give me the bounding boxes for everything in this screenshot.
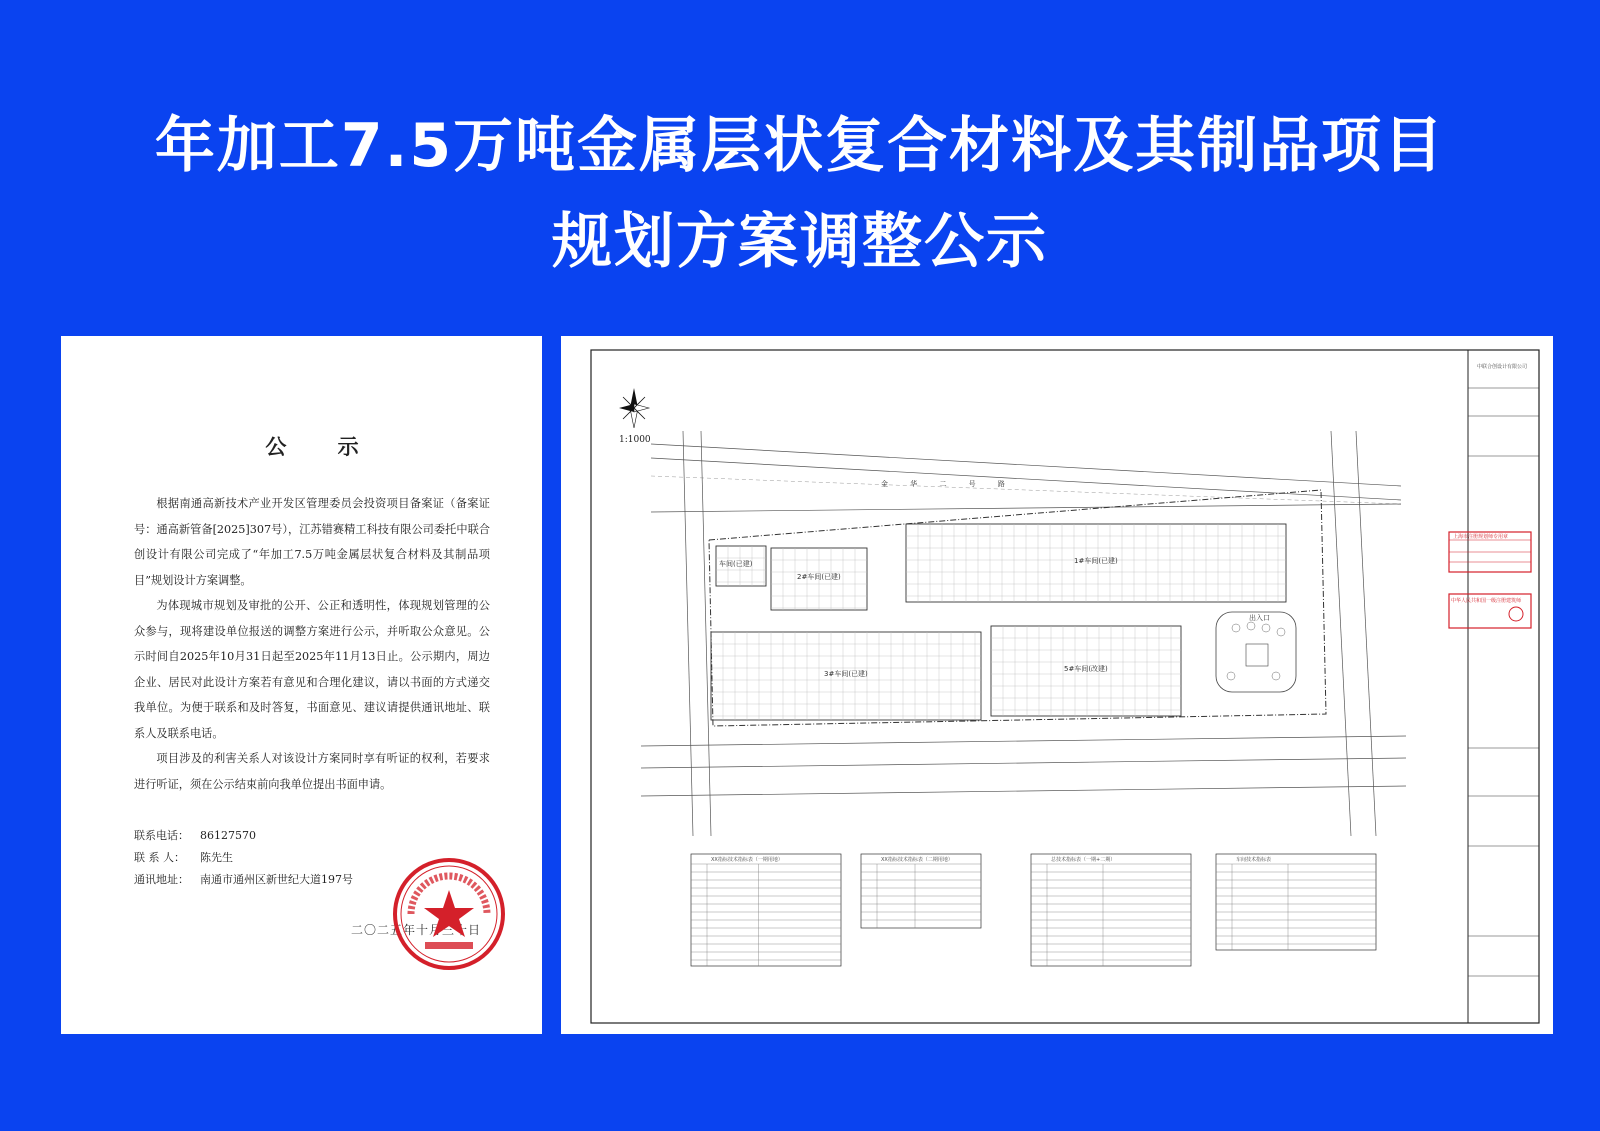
- site-plan-drawing: [561, 336, 1553, 1034]
- notice-paragraph: 根据南通高新技术产业开发区管理委员会投资项目备案证（备案证号：通高新管备[2025]307号），江苏错赛精工科技有限公司委托中联合创设计有限公司完成了“年加工7.5万吨金属层状复合材料及其制品项目”规划设计方案调整。: [134, 497, 490, 587]
- contact-person-label: 联 系 人：: [134, 851, 185, 864]
- data-table: [691, 854, 841, 966]
- table-title: 车间技术指标表: [1236, 857, 1272, 863]
- building-label: 1#车间(已建): [1074, 557, 1118, 565]
- architect-stamp: 中华人民共和国一级注册建筑师: [1451, 598, 1522, 604]
- notice-body: [134, 491, 490, 797]
- table-title: XX指标技术指标表（二期用地）: [881, 857, 953, 863]
- table-title: 总技术指标表（一期+二期）: [1051, 857, 1116, 863]
- site-plan-svg: [561, 336, 1553, 1034]
- seal-date: 二〇二五年十月三十日: [351, 923, 482, 937]
- drawing-scale: 1:1000: [619, 435, 651, 445]
- banner-title-line-1: 年加工7.5万吨金属层状复合材料及其制品项目: [154, 111, 1446, 181]
- building-label: 5#车间(改建): [1064, 665, 1108, 673]
- landscape-garden: [1216, 612, 1296, 692]
- planner-stamp: 上海市注册规划师专用章: [1453, 534, 1509, 540]
- north-arrow-icon: [619, 388, 649, 428]
- notice-document: [61, 336, 542, 1034]
- contact-phone-label: 联系电话：: [134, 829, 189, 842]
- contact-person-value: 陈先生: [200, 851, 233, 864]
- title-block: [1449, 363, 1539, 976]
- entrance-label: 出入口: [1249, 614, 1270, 622]
- contact-address-value: 南通市通州区新世纪大道197号: [200, 873, 353, 886]
- contact-phone-value: 86127570: [200, 829, 256, 842]
- contact-address-label: 通讯地址：: [134, 873, 189, 886]
- company-name: 中联合创设计有限公司: [1477, 364, 1528, 370]
- banner-title-line-2: 规划方案调整公示: [552, 207, 1048, 277]
- building-label: 2#车间(已建): [797, 573, 841, 581]
- notice-paragraph: 项目涉及的利害关系人对该设计方案同时享有听证的权利，若要求进行听证，须在公示结束前向我单位提出书面申请。: [134, 752, 490, 791]
- data-table: [1031, 854, 1191, 966]
- contact-phone: [134, 825, 490, 847]
- building-label: 3#车间(已建): [824, 670, 868, 678]
- table-title: XX指标技术指标表（一期用地）: [711, 857, 783, 863]
- official-seal-icon: [391, 856, 507, 972]
- buildings-layer: [711, 524, 1286, 720]
- tables-layer: [691, 854, 1376, 966]
- notice-heading: 公 示: [265, 434, 381, 459]
- data-table: [1216, 854, 1376, 950]
- building-label: 车间(已建): [719, 560, 753, 568]
- road-label-north: 金 华 二 号 路: [881, 480, 1015, 488]
- data-table: [861, 854, 981, 928]
- notice-paragraph: 为体现城市规划及审批的公开、公正和透明性，体现规划管理的公众参与，现将建设单位报送的调整方案进行公示，并听取公众意见。公示时间自2025年10月31日起至2025年11月13日止。公示期内，周边企业、居民对此设计方案若有意见和合理化建议，请以书面的方式递交我单位。为便于联系和及时答复，书面意见、建议请提供通讯地址、联系人及联系电话。: [134, 599, 490, 740]
